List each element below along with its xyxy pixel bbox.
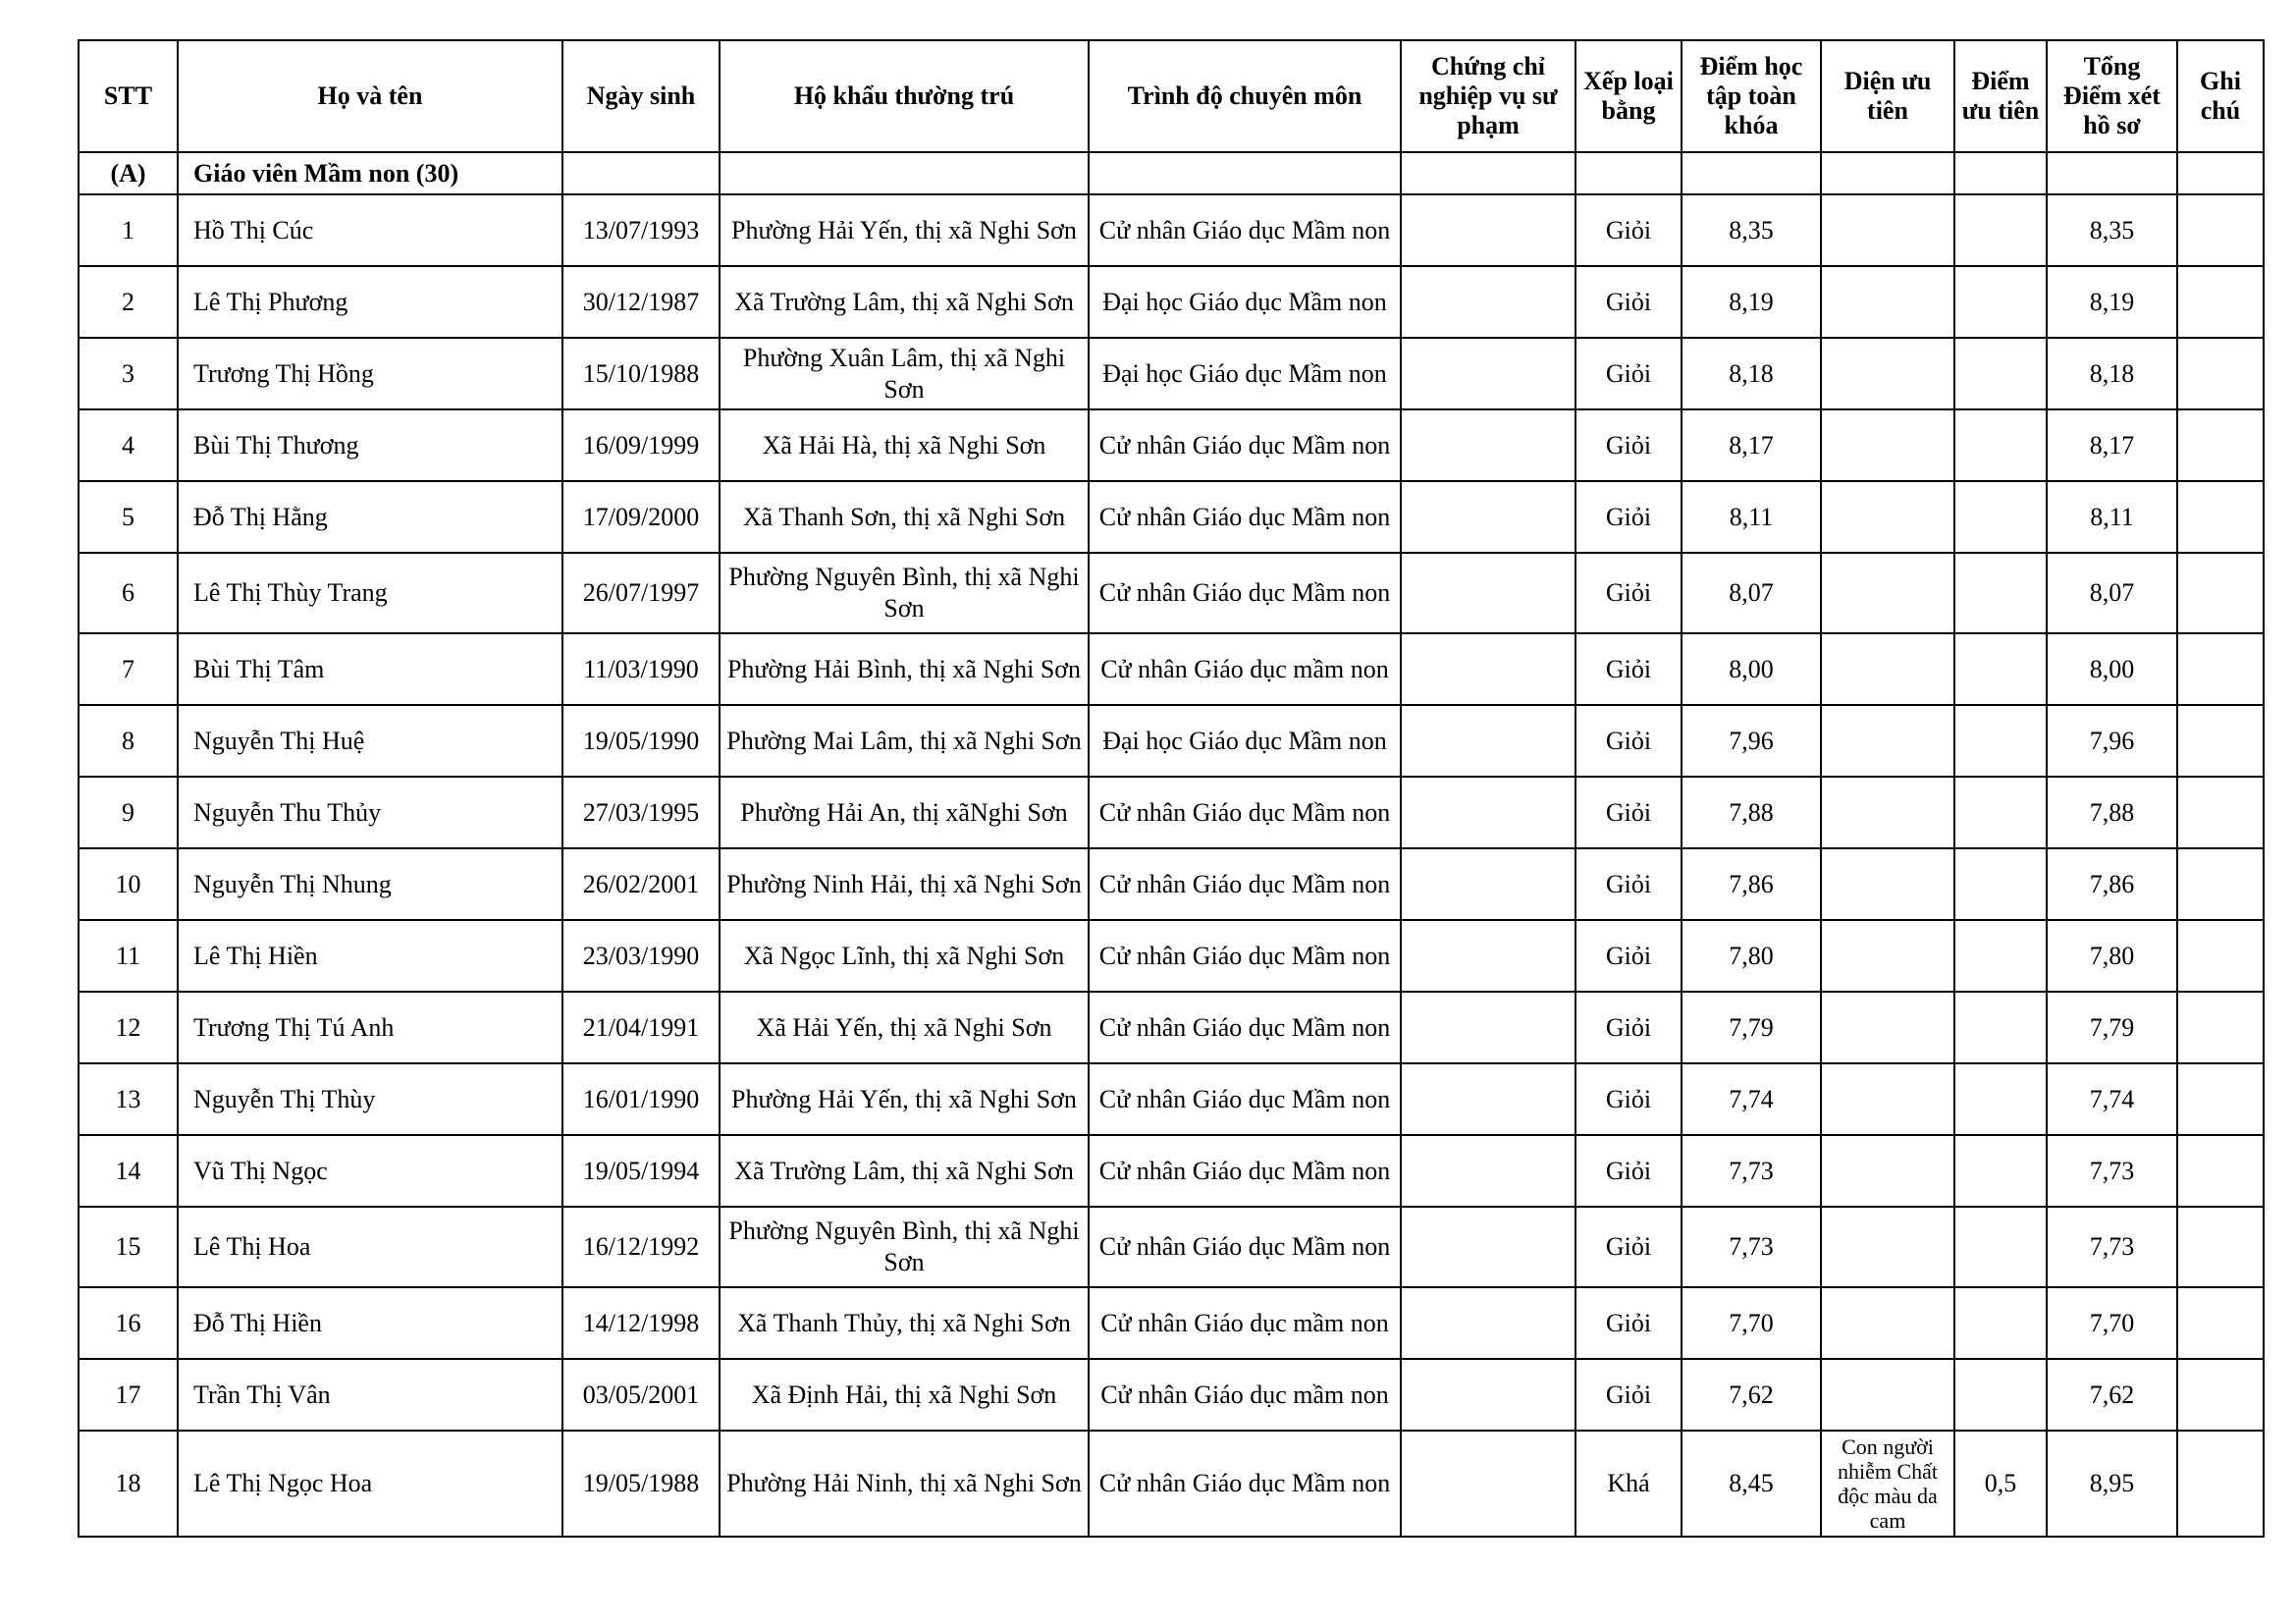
cell-certificate bbox=[1401, 194, 1575, 266]
cell-note bbox=[2177, 409, 2264, 481]
cell-total-score: 7,73 bbox=[2047, 1207, 2177, 1287]
cell-stt: 15 bbox=[79, 1207, 178, 1287]
cell-study-score: 7,80 bbox=[1682, 920, 1821, 992]
section-code: (A) bbox=[79, 152, 178, 194]
cell-address: Xã Định Hải, thị xã Nghi Sơn bbox=[720, 1359, 1089, 1431]
header-priority-group: Diện ưu tiên bbox=[1821, 40, 1954, 152]
cell-total-score: 8,35 bbox=[2047, 194, 2177, 266]
cell-dob: 11/03/1990 bbox=[562, 633, 720, 705]
header-study-score: Điểm học tập toàn khóa bbox=[1682, 40, 1821, 152]
table-row bbox=[79, 1063, 2264, 1135]
cell-priority-group bbox=[1821, 338, 1954, 409]
cell-priority-group bbox=[1821, 777, 1954, 848]
table-row bbox=[79, 1431, 2264, 1537]
header-total-score: Tổng Điểm xét hồ sơ bbox=[2047, 40, 2177, 152]
header-row bbox=[79, 40, 2264, 152]
cell-qualification: Cử nhân Giáo dục mầm non bbox=[1089, 1359, 1401, 1431]
table-cell bbox=[562, 152, 720, 194]
cell-rank: Khá bbox=[1575, 1431, 1682, 1537]
cell-priority-score bbox=[1954, 553, 2047, 633]
cell-priority-score bbox=[1954, 481, 2047, 553]
cell-dob: 03/05/2001 bbox=[562, 1359, 720, 1431]
cell-priority-score bbox=[1954, 1359, 2047, 1431]
cell-priority-group bbox=[1821, 1135, 1954, 1207]
cell-total-score: 7,88 bbox=[2047, 777, 2177, 848]
cell-priority-score bbox=[1954, 633, 2047, 705]
cell-name: Nguyễn Thị Nhung bbox=[178, 848, 562, 920]
cell-priority-score bbox=[1954, 1287, 2047, 1359]
cell-address: Phường Hải Ninh, thị xã Nghi Sơn bbox=[720, 1431, 1089, 1537]
cell-total-score: 7,70 bbox=[2047, 1287, 2177, 1359]
cell-stt: 12 bbox=[79, 992, 178, 1063]
cell-dob: 19/05/1988 bbox=[562, 1431, 720, 1537]
cell-study-score: 8,11 bbox=[1682, 481, 1821, 553]
cell-address: Phường Mai Lâm, thị xã Nghi Sơn bbox=[720, 705, 1089, 777]
cell-priority-group bbox=[1821, 1207, 1954, 1287]
cell-qualification: Cử nhân Giáo dục Mầm non bbox=[1089, 1431, 1401, 1537]
cell-dob: 16/01/1990 bbox=[562, 1063, 720, 1135]
cell-qualification: Đại học Giáo dục Mầm non bbox=[1089, 705, 1401, 777]
cell-certificate bbox=[1401, 266, 1575, 338]
cell-address: Xã Hải Hà, thị xã Nghi Sơn bbox=[720, 409, 1089, 481]
table-cell bbox=[1089, 152, 1401, 194]
cell-dob: 19/05/1994 bbox=[562, 1135, 720, 1207]
table-row bbox=[79, 992, 2264, 1063]
cell-study-score: 8,18 bbox=[1682, 338, 1821, 409]
cell-priority-score bbox=[1954, 992, 2047, 1063]
table-row bbox=[79, 1135, 2264, 1207]
cell-certificate bbox=[1401, 1135, 1575, 1207]
cell-priority-score bbox=[1954, 705, 2047, 777]
table-row bbox=[79, 481, 2264, 553]
cell-name: Bùi Thị Thương bbox=[178, 409, 562, 481]
header-dob: Ngày sinh bbox=[562, 40, 720, 152]
cell-name: Trương Thị Hồng bbox=[178, 338, 562, 409]
cell-certificate bbox=[1401, 1287, 1575, 1359]
cell-stt: 16 bbox=[79, 1287, 178, 1359]
cell-study-score: 8,00 bbox=[1682, 633, 1821, 705]
header-priority-score: Điểm ưu tiên bbox=[1954, 40, 2047, 152]
header-stt: STT bbox=[79, 40, 178, 152]
table-cell bbox=[2177, 152, 2264, 194]
cell-note bbox=[2177, 1431, 2264, 1537]
table-row bbox=[79, 848, 2264, 920]
cell-certificate bbox=[1401, 992, 1575, 1063]
cell-total-score: 8,17 bbox=[2047, 409, 2177, 481]
cell-certificate bbox=[1401, 481, 1575, 553]
cell-priority-score bbox=[1954, 266, 2047, 338]
cell-rank: Giỏi bbox=[1575, 920, 1682, 992]
cell-rank: Giỏi bbox=[1575, 777, 1682, 848]
header-note: Ghi chú bbox=[2177, 40, 2264, 152]
cell-qualification: Cử nhân Giáo dục Mầm non bbox=[1089, 848, 1401, 920]
cell-total-score: 8,19 bbox=[2047, 266, 2177, 338]
cell-priority-group bbox=[1821, 848, 1954, 920]
cell-priority-group bbox=[1821, 705, 1954, 777]
section-title: Giáo viên Mầm non (30) bbox=[178, 152, 562, 194]
cell-priority-score bbox=[1954, 1063, 2047, 1135]
cell-qualification: Cử nhân Giáo dục mầm non bbox=[1089, 633, 1401, 705]
cell-priority-score bbox=[1954, 409, 2047, 481]
cell-priority-score bbox=[1954, 920, 2047, 992]
header-name: Họ và tên bbox=[178, 40, 562, 152]
cell-note bbox=[2177, 1359, 2264, 1431]
cell-priority-group bbox=[1821, 1359, 1954, 1431]
cell-qualification: Đại học Giáo dục Mầm non bbox=[1089, 266, 1401, 338]
cell-certificate bbox=[1401, 409, 1575, 481]
cell-qualification: Cử nhân Giáo dục Mầm non bbox=[1089, 992, 1401, 1063]
cell-stt: 7 bbox=[79, 633, 178, 705]
cell-certificate bbox=[1401, 1207, 1575, 1287]
cell-certificate bbox=[1401, 338, 1575, 409]
header-address: Hộ khẩu thường trú bbox=[720, 40, 1089, 152]
cell-priority-group bbox=[1821, 1063, 1954, 1135]
cell-dob: 16/09/1999 bbox=[562, 409, 720, 481]
cell-note bbox=[2177, 705, 2264, 777]
cell-note bbox=[2177, 553, 2264, 633]
cell-name: Đỗ Thị Hằng bbox=[178, 481, 562, 553]
cell-qualification: Cử nhân Giáo dục Mầm non bbox=[1089, 409, 1401, 481]
cell-address: Phường Ninh Hải, thị xã Nghi Sơn bbox=[720, 848, 1089, 920]
cell-priority-group bbox=[1821, 481, 1954, 553]
cell-name: Trần Thị Vân bbox=[178, 1359, 562, 1431]
cell-rank: Giỏi bbox=[1575, 266, 1682, 338]
cell-note bbox=[2177, 920, 2264, 992]
cell-note bbox=[2177, 1135, 2264, 1207]
cell-stt: 9 bbox=[79, 777, 178, 848]
cell-total-score: 7,96 bbox=[2047, 705, 2177, 777]
cell-note bbox=[2177, 1063, 2264, 1135]
cell-address: Xã Ngọc Lĩnh, thị xã Nghi Sơn bbox=[720, 920, 1089, 992]
cell-dob: 26/02/2001 bbox=[562, 848, 720, 920]
cell-priority-group bbox=[1821, 1287, 1954, 1359]
cell-qualification: Cử nhân Giáo dục Mầm non bbox=[1089, 1207, 1401, 1287]
table-cell bbox=[720, 152, 1089, 194]
cell-name: Nguyễn Thu Thủy bbox=[178, 777, 562, 848]
cell-stt: 6 bbox=[79, 553, 178, 633]
cell-total-score: 8,11 bbox=[2047, 481, 2177, 553]
cell-study-score: 7,88 bbox=[1682, 777, 1821, 848]
table-row bbox=[79, 1207, 2264, 1287]
table-row bbox=[79, 409, 2264, 481]
table-row bbox=[79, 266, 2264, 338]
cell-study-score: 7,74 bbox=[1682, 1063, 1821, 1135]
cell-total-score: 7,79 bbox=[2047, 992, 2177, 1063]
cell-priority-score bbox=[1954, 194, 2047, 266]
cell-certificate bbox=[1401, 777, 1575, 848]
cell-rank: Giỏi bbox=[1575, 633, 1682, 705]
cell-note bbox=[2177, 633, 2264, 705]
cell-priority-group bbox=[1821, 920, 1954, 992]
cell-name: Lê Thị Hoa bbox=[178, 1207, 562, 1287]
cell-total-score: 8,95 bbox=[2047, 1431, 2177, 1537]
cell-address: Phường Xuân Lâm, thị xã Nghi Sơn bbox=[720, 338, 1089, 409]
table-cell bbox=[1821, 152, 1954, 194]
cell-dob: 21/04/1991 bbox=[562, 992, 720, 1063]
cell-total-score: 7,86 bbox=[2047, 848, 2177, 920]
header-certificate: Chứng chỉ nghiệp vụ sư phạm bbox=[1401, 40, 1575, 152]
cell-dob: 17/09/2000 bbox=[562, 481, 720, 553]
cell-study-score: 7,86 bbox=[1682, 848, 1821, 920]
cell-rank: Giỏi bbox=[1575, 481, 1682, 553]
cell-stt: 2 bbox=[79, 266, 178, 338]
cell-stt: 8 bbox=[79, 705, 178, 777]
cell-rank: Giỏi bbox=[1575, 705, 1682, 777]
cell-name: Bùi Thị Tâm bbox=[178, 633, 562, 705]
table-cell bbox=[1682, 152, 1821, 194]
cell-stt: 1 bbox=[79, 194, 178, 266]
cell-rank: Giỏi bbox=[1575, 1135, 1682, 1207]
cell-address: Xã Hải Yến, thị xã Nghi Sơn bbox=[720, 992, 1089, 1063]
cell-dob: 30/12/1987 bbox=[562, 266, 720, 338]
cell-address: Phường Hải An, thị xãNghi Sơn bbox=[720, 777, 1089, 848]
table-cell bbox=[1401, 152, 1575, 194]
table-row bbox=[79, 920, 2264, 992]
table-row bbox=[79, 1359, 2264, 1431]
cell-qualification: Cử nhân Giáo dục Mầm non bbox=[1089, 194, 1401, 266]
cell-study-score: 8,35 bbox=[1682, 194, 1821, 266]
cell-rank: Giỏi bbox=[1575, 1359, 1682, 1431]
cell-name: Trương Thị Tú Anh bbox=[178, 992, 562, 1063]
cell-address: Phường Hải Yến, thị xã Nghi Sơn bbox=[720, 1063, 1089, 1135]
cell-name: Lê Thị Hiền bbox=[178, 920, 562, 992]
cell-priority-score bbox=[1954, 338, 2047, 409]
cell-stt: 3 bbox=[79, 338, 178, 409]
cell-total-score: 8,00 bbox=[2047, 633, 2177, 705]
table-row bbox=[79, 705, 2264, 777]
table-row bbox=[79, 338, 2264, 409]
cell-note bbox=[2177, 338, 2264, 409]
cell-qualification: Cử nhân Giáo dục Mầm non bbox=[1089, 1063, 1401, 1135]
cell-priority-score bbox=[1954, 1135, 2047, 1207]
cell-study-score: 8,07 bbox=[1682, 553, 1821, 633]
cell-study-score: 8,45 bbox=[1682, 1431, 1821, 1537]
cell-name: Lê Thị Thùy Trang bbox=[178, 553, 562, 633]
cell-qualification: Cử nhân Giáo dục Mầm non bbox=[1089, 777, 1401, 848]
cell-certificate bbox=[1401, 553, 1575, 633]
cell-note bbox=[2177, 481, 2264, 553]
cell-study-score: 7,70 bbox=[1682, 1287, 1821, 1359]
cell-stt: 13 bbox=[79, 1063, 178, 1135]
cell-total-score: 7,73 bbox=[2047, 1135, 2177, 1207]
cell-total-score: 8,07 bbox=[2047, 553, 2177, 633]
cell-address: Phường Hải Yến, thị xã Nghi Sơn bbox=[720, 194, 1089, 266]
cell-study-score: 8,19 bbox=[1682, 266, 1821, 338]
cell-rank: Giỏi bbox=[1575, 409, 1682, 481]
cell-stt: 5 bbox=[79, 481, 178, 553]
table-row bbox=[79, 633, 2264, 705]
table-cell bbox=[1575, 152, 1682, 194]
cell-priority-group bbox=[1821, 194, 1954, 266]
cell-name: Nguyễn Thị Huệ bbox=[178, 705, 562, 777]
cell-qualification: Cử nhân Giáo dục mầm non bbox=[1089, 1287, 1401, 1359]
cell-dob: 23/03/1990 bbox=[562, 920, 720, 992]
cell-stt: 11 bbox=[79, 920, 178, 992]
cell-rank: Giỏi bbox=[1575, 338, 1682, 409]
cell-rank: Giỏi bbox=[1575, 194, 1682, 266]
table-row bbox=[79, 777, 2264, 848]
cell-certificate bbox=[1401, 848, 1575, 920]
cell-priority-score: 0,5 bbox=[1954, 1431, 2047, 1537]
section-row bbox=[79, 152, 2264, 194]
table-cell bbox=[2047, 152, 2177, 194]
cell-priority-score bbox=[1954, 1207, 2047, 1287]
cell-qualification: Cử nhân Giáo dục Mầm non bbox=[1089, 920, 1401, 992]
cell-rank: Giỏi bbox=[1575, 1207, 1682, 1287]
cell-total-score: 8,18 bbox=[2047, 338, 2177, 409]
cell-certificate bbox=[1401, 1063, 1575, 1135]
cell-priority-group bbox=[1821, 633, 1954, 705]
cell-rank: Giỏi bbox=[1575, 992, 1682, 1063]
cell-certificate bbox=[1401, 705, 1575, 777]
cell-priority-group bbox=[1821, 992, 1954, 1063]
cell-name: Nguyễn Thị Thùy bbox=[178, 1063, 562, 1135]
cell-study-score: 7,79 bbox=[1682, 992, 1821, 1063]
cell-priority-group bbox=[1821, 409, 1954, 481]
cell-priority-group: Con người nhiễm Chất độc màu da cam bbox=[1821, 1431, 1954, 1537]
cell-priority-score bbox=[1954, 777, 2047, 848]
candidate-table bbox=[78, 39, 2265, 1538]
cell-address: Phường Hải Bình, thị xã Nghi Sơn bbox=[720, 633, 1089, 705]
cell-study-score: 7,73 bbox=[1682, 1207, 1821, 1287]
cell-certificate bbox=[1401, 1359, 1575, 1431]
cell-note bbox=[2177, 848, 2264, 920]
cell-note bbox=[2177, 194, 2264, 266]
cell-study-score: 7,62 bbox=[1682, 1359, 1821, 1431]
cell-address: Xã Trường Lâm, thị xã Nghi Sơn bbox=[720, 1135, 1089, 1207]
header-rank: Xếp loại bằng bbox=[1575, 40, 1682, 152]
cell-note bbox=[2177, 1207, 2264, 1287]
cell-note bbox=[2177, 266, 2264, 338]
cell-total-score: 7,74 bbox=[2047, 1063, 2177, 1135]
cell-name: Đỗ Thị Hiền bbox=[178, 1287, 562, 1359]
cell-name: Lê Thị Phương bbox=[178, 266, 562, 338]
cell-name: Hồ Thị Cúc bbox=[178, 194, 562, 266]
cell-note bbox=[2177, 777, 2264, 848]
cell-dob: 16/12/1992 bbox=[562, 1207, 720, 1287]
cell-note bbox=[2177, 992, 2264, 1063]
table-cell bbox=[1954, 152, 2047, 194]
cell-certificate bbox=[1401, 920, 1575, 992]
cell-qualification: Đại học Giáo dục Mầm non bbox=[1089, 338, 1401, 409]
cell-qualification: Cử nhân Giáo dục Mầm non bbox=[1089, 1135, 1401, 1207]
cell-stt: 17 bbox=[79, 1359, 178, 1431]
cell-qualification: Cử nhân Giáo dục Mầm non bbox=[1089, 481, 1401, 553]
cell-stt: 10 bbox=[79, 848, 178, 920]
cell-rank: Giỏi bbox=[1575, 553, 1682, 633]
cell-rank: Giỏi bbox=[1575, 1287, 1682, 1359]
cell-stt: 4 bbox=[79, 409, 178, 481]
cell-address: Xã Thanh Thủy, thị xã Nghi Sơn bbox=[720, 1287, 1089, 1359]
cell-total-score: 7,62 bbox=[2047, 1359, 2177, 1431]
cell-dob: 26/07/1997 bbox=[562, 553, 720, 633]
cell-dob: 14/12/1998 bbox=[562, 1287, 720, 1359]
cell-rank: Giỏi bbox=[1575, 848, 1682, 920]
cell-priority-group bbox=[1821, 266, 1954, 338]
cell-stt: 14 bbox=[79, 1135, 178, 1207]
table-row bbox=[79, 194, 2264, 266]
cell-study-score: 7,96 bbox=[1682, 705, 1821, 777]
cell-qualification: Cử nhân Giáo dục Mầm non bbox=[1089, 553, 1401, 633]
cell-name: Vũ Thị Ngọc bbox=[178, 1135, 562, 1207]
cell-certificate bbox=[1401, 1431, 1575, 1537]
table-row bbox=[79, 553, 2264, 633]
table-row bbox=[79, 1287, 2264, 1359]
cell-priority-score bbox=[1954, 848, 2047, 920]
cell-rank: Giỏi bbox=[1575, 1063, 1682, 1135]
header-qualification: Trình độ chuyên môn bbox=[1089, 40, 1401, 152]
cell-dob: 13/07/1993 bbox=[562, 194, 720, 266]
cell-address: Phường Nguyên Bình, thị xã Nghi Sơn bbox=[720, 1207, 1089, 1287]
cell-dob: 27/03/1995 bbox=[562, 777, 720, 848]
cell-dob: 19/05/1990 bbox=[562, 705, 720, 777]
cell-certificate bbox=[1401, 633, 1575, 705]
cell-address: Xã Trường Lâm, thị xã Nghi Sơn bbox=[720, 266, 1089, 338]
cell-address: Xã Thanh Sơn, thị xã Nghi Sơn bbox=[720, 481, 1089, 553]
cell-stt: 18 bbox=[79, 1431, 178, 1537]
cell-name: Lê Thị Ngọc Hoa bbox=[178, 1431, 562, 1537]
cell-dob: 15/10/1988 bbox=[562, 338, 720, 409]
cell-study-score: 8,17 bbox=[1682, 409, 1821, 481]
cell-note bbox=[2177, 1287, 2264, 1359]
cell-study-score: 7,73 bbox=[1682, 1135, 1821, 1207]
cell-address: Phường Nguyên Bình, thị xã Nghi Sơn bbox=[720, 553, 1089, 633]
cell-priority-group bbox=[1821, 553, 1954, 633]
cell-total-score: 7,80 bbox=[2047, 920, 2177, 992]
